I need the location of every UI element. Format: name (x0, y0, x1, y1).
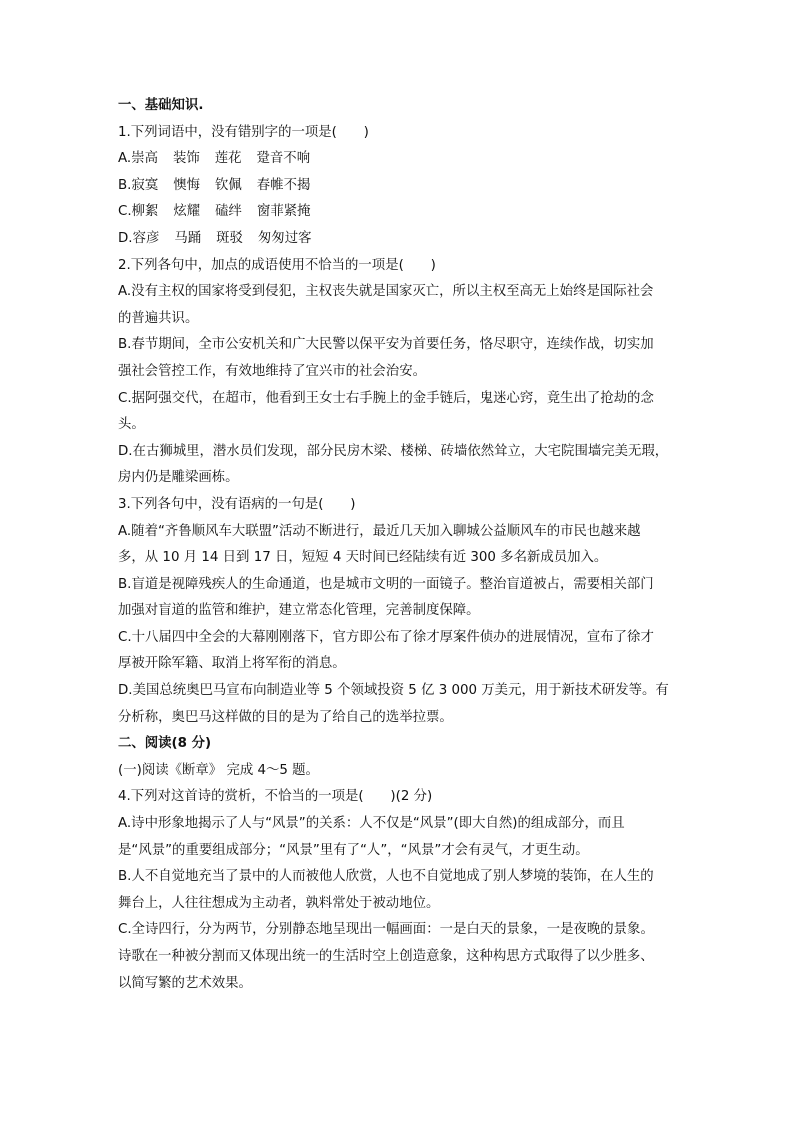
option-word: 匆匆过客 (257, 230, 312, 246)
option-word: 装饰 (172, 151, 200, 167)
question-1-option-b (118, 173, 678, 200)
option-word: 炫耀 (173, 204, 201, 220)
option-word: 崇高 (131, 151, 158, 167)
question-2-option-d-line: 房内仍是雕梁画栋。 (118, 470, 239, 486)
question-4-option-c-line: C.全诗四行，分为两节，分别静态地呈现出一幅画面：一是白天的景象，一是夜晚的景象。 (118, 922, 654, 938)
question-1-option-d (118, 226, 678, 253)
option-label: B. (118, 177, 132, 193)
option-word: 马踊 (174, 230, 202, 246)
option-word: 窗菲紧掩 (256, 204, 311, 220)
question-2-option-b-line: B.春节期间，全市公安机关和广大民警以保平安为首要任务，恪尽职守，连续作战，切实加 (118, 337, 654, 353)
question-3-option-c-line: C.十八届四中全会的大幕刚刚落下，官方即公布了徐才厚案件侦办的进展情况，宣布了徐才 (118, 629, 654, 645)
question-3-option-b-line: B.盲道是视障残疾人的生命通道，也是城市文明的一面镜子。整治盲道被占，需要相关部门 (118, 576, 654, 592)
option-word: 莲花 (214, 151, 242, 167)
section-heading-reading: 二、阅读(8 分) (118, 736, 212, 752)
question-2-option-c-line: C.据阿强交代，在超市，他看到王女士右手腕上的金手链后，鬼迷心窍，竟生出了抢劫的念 (118, 390, 654, 406)
question-4-option-c-line: 以简写繁的艺术效果。 (118, 975, 252, 991)
question-3-option-d-line: 分析称，奥巴马这样做的目的是为了给自己的选举拉票。 (118, 709, 453, 725)
question-2-option-d-line: D.在古狮城里，潜水员们发现，部分民房木梁、楼梯、砖墙依然耸立，大宅院围墙完美无瑕， (118, 443, 669, 459)
document-page (118, 93, 678, 997)
option-word: 容彦 (132, 230, 160, 246)
question-2-option-a-line: A.没有主权的国家将受到侵犯，主权丧失就是国家灭亡，所以主权至高无上始终是国际社会 (118, 284, 654, 300)
option-word: 春帷不揭 (256, 177, 311, 193)
question-3-option-a-line: A.随着“齐鲁顺风车大联盟”活动不断进行，最近几天加入聊城公益顺风车的市民也越来越 (118, 523, 641, 539)
question-3-option-a-line: 多，从 10 月 14 日到 17 日，短短 4 天时间已经陆续有近 300 多名新成员加入。 (118, 550, 608, 566)
option-word: 懊悔 (173, 177, 201, 193)
option-word: 柳絮 (131, 204, 159, 220)
section-heading-basic-knowledge: 一、基础知识. (118, 98, 204, 113)
option-label: C. (118, 204, 132, 220)
question-1-stem: 1.下列词语中，没有错别字的一项是( ) (118, 124, 369, 140)
question-4-option-a-line: 是“风景”的重要组成部分；“风景”里有了“人”，“风景”才会有灵气，才更生动。 (118, 842, 589, 858)
question-3-option-c-line: 厚被开除军籍、取消上将军衔的消息。 (118, 656, 346, 672)
question-3-option-b-line: 加强对盲道的监管和维护，建立常态化管理，完善制度保障。 (118, 603, 480, 619)
question-1-option-c (118, 199, 678, 226)
question-4-option-a-line: A.诗中形象地揭示了人与“风景”的关系：人不仅是“风景”(即大自然)的组成部分，而且 (118, 816, 625, 832)
question-4-stem: 4.下列对这首诗的赏析，不恰当的一项是( )(2 分) (118, 789, 433, 805)
option-word: 斑驳 (216, 230, 243, 246)
question-4-option-b-line: B.人不自觉地充当了景中的人而被他人欣赏，人也不自觉地成了别人梦境的装饰，在人生的 (118, 869, 654, 885)
option-word: 跫音不响 (256, 151, 311, 167)
question-2-option-c-line: 头。 (118, 417, 145, 433)
option-label: A. (118, 151, 132, 167)
question-2-stem: 2.下列各句中，加点的成语使用不恰当的一项是( ) (118, 257, 436, 273)
option-word: 钦佩 (215, 177, 242, 193)
question-2-option-a-line: 的普遍共识。 (118, 310, 199, 326)
reading-instruction: (一)阅读《断章》 完成 4～5 题。 (118, 762, 319, 778)
question-2-option-b-line: 强社会管控工作，有效地维持了宜兴市的社会治安。 (118, 363, 426, 379)
option-word: 寂寞 (131, 177, 159, 193)
question-4-option-b-line: 舞台上，人往往想成为主动者，孰料常处于被动地位。 (118, 895, 440, 911)
question-3-option-d-line: D.美国总统奥巴马宣布向制造业等 5 个领域投资 5 亿 3 000 万美元，用于新技术研发等。有 (118, 683, 669, 699)
option-label: D. (118, 230, 133, 246)
option-word: 磕绊 (215, 204, 242, 220)
question-3-stem: 3.下列各句中，没有语病的一句是( ) (118, 496, 356, 512)
question-1-option-a (118, 146, 678, 173)
question-4-option-c-line: 诗歌在一种被分割而又体现出统一的生活时空上创造意象，这种构思方式取得了以少胜多、 (118, 949, 654, 964)
